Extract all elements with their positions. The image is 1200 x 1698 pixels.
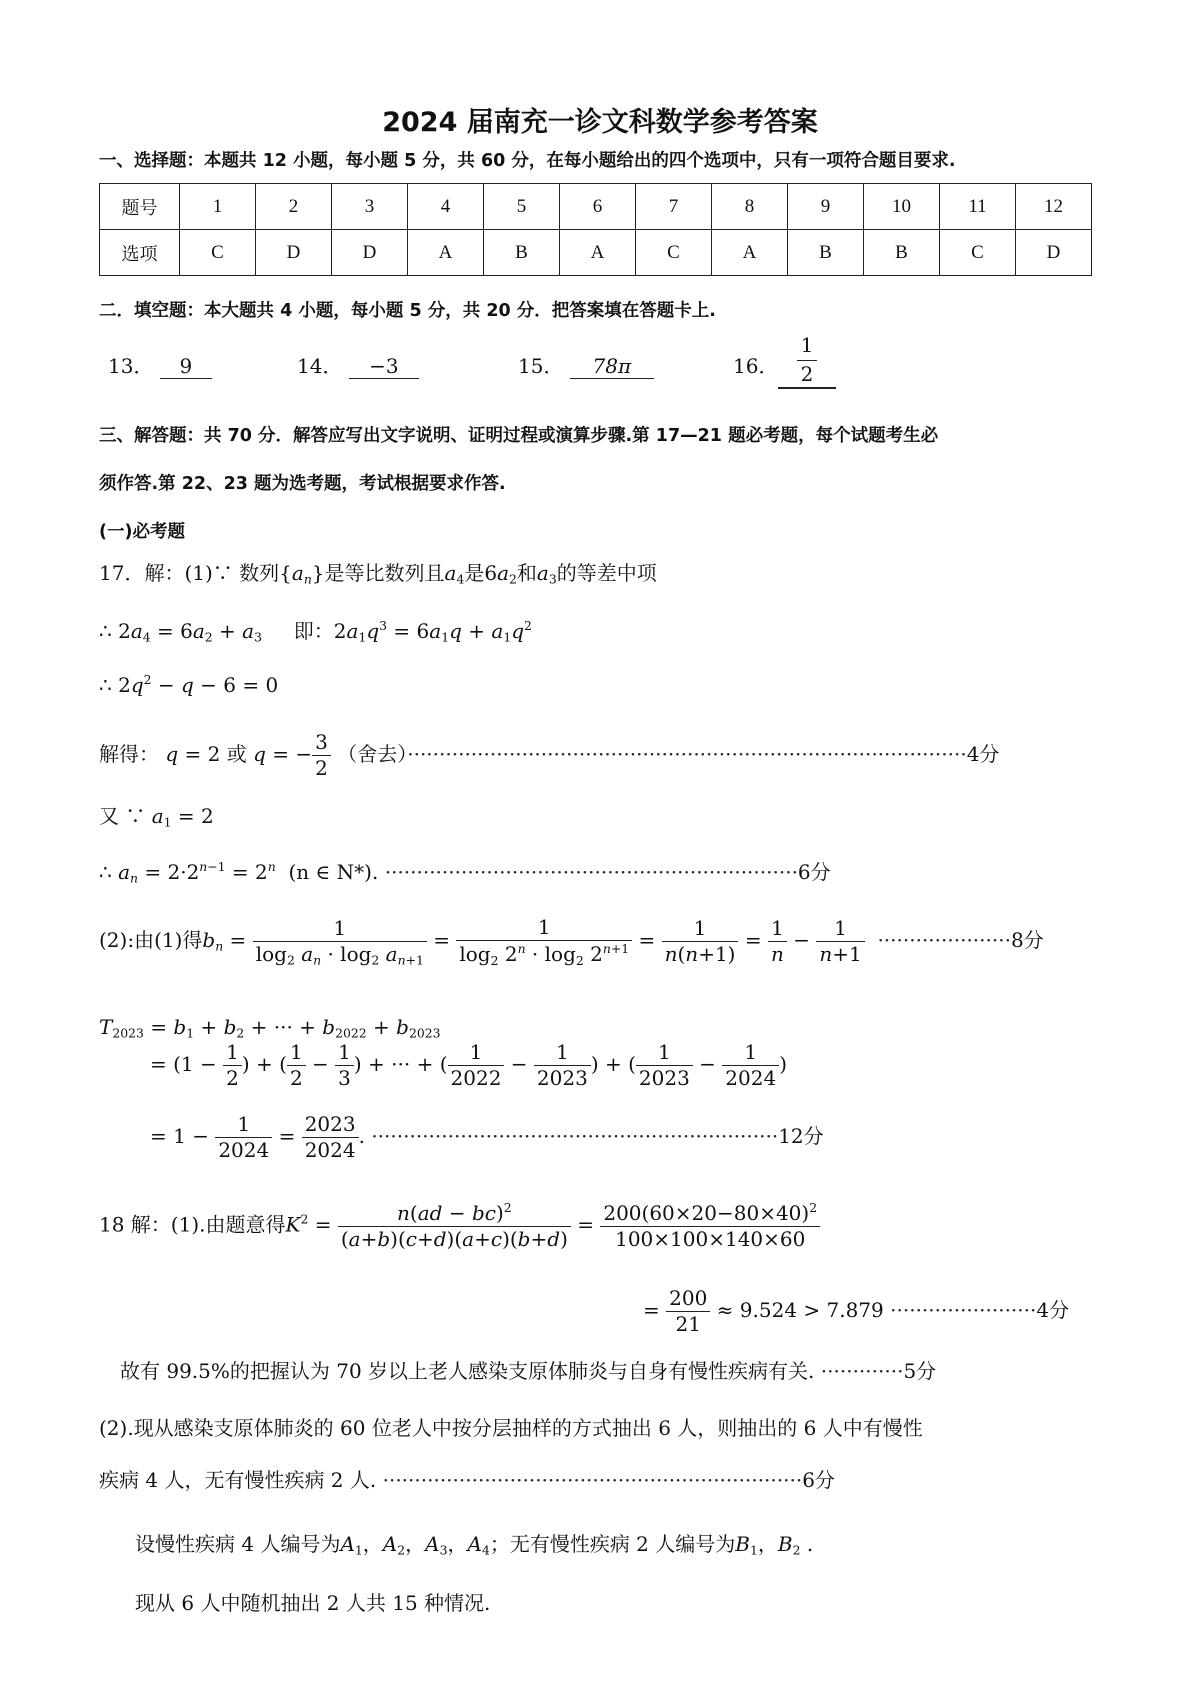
answer-cell: A — [712, 230, 788, 276]
q17-line2: ∴ $2a_4 = 6a_2 + a_3$ 即：$2a_1q^3 = 6a_1q + a_1q^2$ — [99, 617, 532, 645]
answer-cell: C — [636, 230, 712, 276]
question-number-cell: 8 — [712, 184, 788, 230]
answer-cell: B — [788, 230, 864, 276]
answer-cell: C — [940, 230, 1016, 276]
question-number-cell: 1 — [180, 184, 256, 230]
answer-cell: B — [484, 230, 560, 276]
q17-line6: ∴ $a_n = 2\cdot 2^{n-1} = 2^n$ (n ∈ N*). ·································································6分 — [99, 858, 831, 886]
question-label: 16． — [733, 354, 779, 378]
multiple-choice-answer-table — [99, 183, 1092, 276]
score-marker: 12分 — [778, 1124, 824, 1148]
answer-value: 9 — [160, 354, 212, 379]
q17-part2-line1: (2):由(1)得$b_n$ = $\frac{1}{\log_2 a_n \cdot \log_2 a_{n+1}}$ = $\frac{1}{\log_2 2^n \cdot \log_2 2^{n+1}}$ = $\frac{1}{n(n+1)}$ = $\frac{1}{n}$ − $\frac{1}{n+1}$ ·····················8分 — [99, 915, 1044, 968]
question-number-cell: 3 — [332, 184, 408, 230]
answer-cell: C — [180, 230, 256, 276]
fill-answer-14 — [297, 350, 419, 379]
fill-answer-16 — [733, 350, 778, 379]
answer-row — [100, 230, 1092, 276]
row-label-question-number: 题号 — [100, 184, 180, 230]
page-title: 2024 届南充一诊文科数学参考答案 — [382, 107, 818, 138]
q18-part2-line2: 疾病 4 人，无有慢性疾病 2 人. ··································································6分 — [99, 1468, 835, 1492]
score-marker: 6分 — [797, 860, 831, 884]
section3-heading-line2: 须作答.第 22、23 题为选考题，考试根据要求作答. — [99, 474, 506, 494]
question-number-cell: 5 — [484, 184, 560, 230]
question-number-cell: 12 — [1016, 184, 1092, 230]
fill-answer-13 — [108, 350, 212, 379]
question-number-cell: 10 — [864, 184, 940, 230]
answer-cell: D — [1016, 230, 1092, 276]
q17-sum-line3: = 1 − $\frac{1}{2024}$ = $\frac{2023}{2024}$ . ································································12分 — [150, 1112, 824, 1162]
score-marker: 4分 — [966, 742, 1000, 766]
question-number-cell: 9 — [788, 184, 864, 230]
section1-heading: 一、选择题：本题共 12 小题，每小题 5 分，共 60 分，在每小题给出的四个选项中，只有一项符合题目要求. — [99, 151, 956, 171]
answer-cell: D — [256, 230, 332, 276]
fill-answer-15 — [518, 350, 654, 379]
q18-part2-line1: (2).现从感染支原体肺炎的 60 位老人中按分层抽样的方式抽出 6 人，则抽出的 6 人中有慢性 — [99, 1416, 923, 1440]
q17-sum-line2: = (1 − $\frac{1}{2}$ ) + ( $\frac{1}{2}$ − $\frac{1}{3}$ ) + ··· + ( $\frac{1}{2022}$ − $\frac{1}{2023}$ ) + ( $\frac{1}{2023}$ − $\frac{1}{2024}$ ) — [150, 1040, 787, 1090]
question-number-cell: 11 — [940, 184, 1016, 230]
score-marker: 5分 — [903, 1359, 937, 1383]
answer-value: −3 — [349, 354, 419, 379]
score-marker: 6分 — [802, 1468, 835, 1492]
answer-cell: A — [408, 230, 484, 276]
question-number-cell: 6 — [560, 184, 636, 230]
question-label: 15． — [518, 354, 564, 378]
q18-part2-line3: 设慢性疾病 4 人编号为$A_1$，$A_2$，$A_3$，$A_4$；无有慢性疾病 2 人编号为$B_1$，$B_2$ . — [135, 1532, 814, 1558]
question-number-cell: 7 — [636, 184, 712, 230]
section2-heading: 二．填空题：本大题共 4 小题，每小题 5 分，共 20 分．把答案填在答题卡上. — [99, 301, 716, 321]
fill-answer-16-fraction — [778, 332, 836, 389]
q17-line3: ∴ $2q^2 - q - 6 = 0$ — [99, 672, 279, 698]
fraction-denominator: 2 — [800, 362, 814, 387]
section3-heading-line1: 三、解答题：共 70 分．解答应写出文字说明、证明过程或演算步骤.第 17—21 题必考题，每个试题考生必 — [99, 426, 939, 446]
q18-line2: = $\frac{200}{21}$ ≈ 9.524 > 7.879 ·······················4分 — [643, 1286, 1070, 1336]
question-number-cell: 4 — [408, 184, 484, 230]
question-label: 13． — [108, 354, 154, 378]
answer-value: 78π — [570, 354, 654, 379]
q17-line4: 解得： q = 2 或 q = − $\frac{3}{2}$ （舍去）························································································4分 — [99, 730, 1000, 780]
q18-conclusion: 故有 99.5%的把握认为 70 岁以上老人感染支原体肺炎与自身有慢性疾病有关. ·············5分 — [120, 1359, 937, 1383]
question-number-cell: 2 — [256, 184, 332, 230]
q17-line5: 又 ∵ $a_1 = 2$ — [99, 804, 214, 830]
required-questions-label: (一)必考题 — [99, 522, 185, 542]
question-label: 14． — [297, 354, 343, 378]
score-marker: 4分 — [1036, 1298, 1070, 1322]
answer-cell: D — [332, 230, 408, 276]
q17-sum-line1: $T_{2023} = b_1 + b_2$ + ··· + $b_{2022} + b_{2023}$ — [99, 1015, 441, 1041]
question-number-row — [100, 184, 1092, 230]
answer-underline — [778, 387, 836, 388]
q17-line1: 17．解：(1)∵ 数列$\{a_n\}$是等比数列且$a_4$是$6a_2$和$a_3$的等差中项 — [99, 561, 657, 587]
score-marker: 8分 — [1010, 928, 1044, 953]
row-label-option: 选项 — [100, 230, 180, 276]
answer-cell: A — [560, 230, 636, 276]
fraction-numerator: 1 — [800, 333, 814, 357]
q18-part2-line4: 现从 6 人中随机抽出 2 人共 15 种情况. — [135, 1591, 491, 1615]
q18-line1: 18 解：(1).由题意得$K^2$ = $\frac{n(ad - bc)^2}{(a+b)(c+d)(a+c)(b+d)}$ = $\frac{200(60\times 20-80\times 40)^2}{100\times 100\times 140\times 60}$ — [99, 1200, 820, 1252]
answer-cell: B — [864, 230, 940, 276]
